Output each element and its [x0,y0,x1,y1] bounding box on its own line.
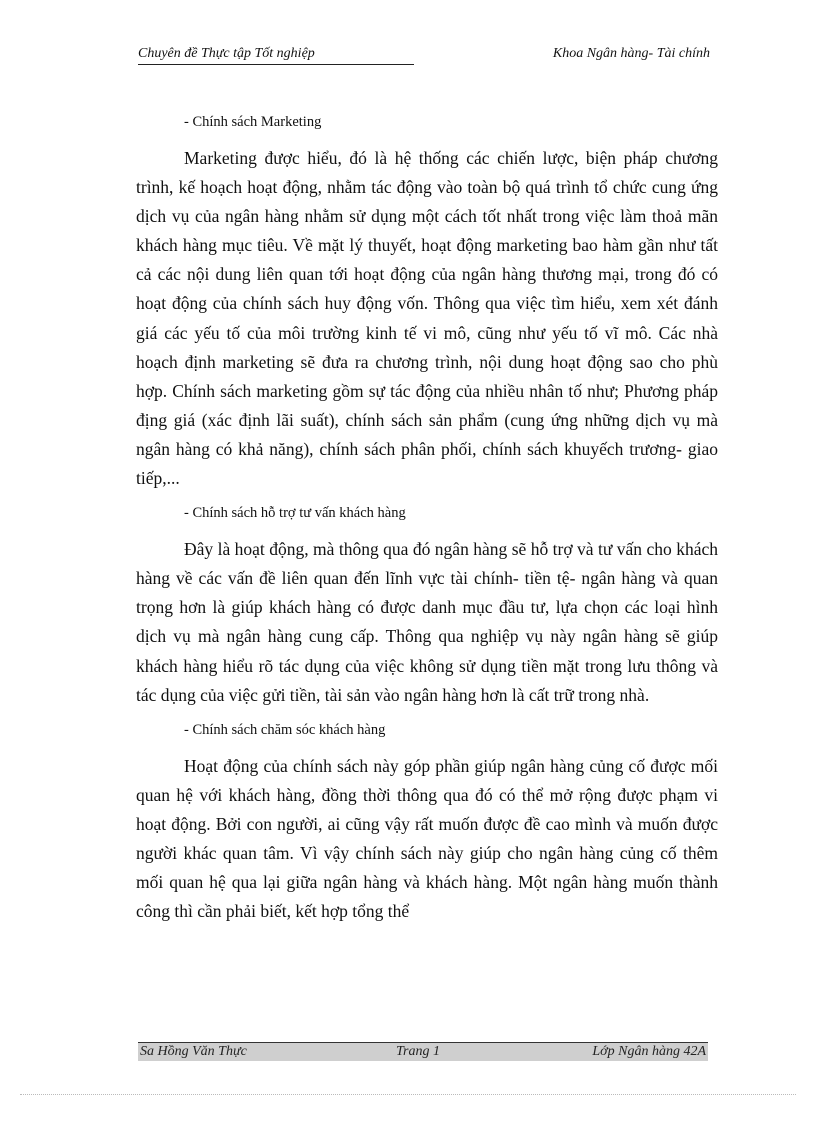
section-heading-advisory: - Chính sách hỗ trợ tư vấn khách hàng [184,505,406,522]
paragraph-customer-care: Hoạt động của chính sách này góp phần giúp ngân hàng củng cố được mối quan hệ với khách hàng, đồng thời thông qua đó có thể mở rộng được phạm vi hoạt động. Bởi con người, ai cũng vậy rất muốn được đề cao mình và muốn được người khác quan tâm. Vì vậy chính sách này giúp cho ngân hàng củng cố thêm mối quan hệ qua lại giữa ngân hàng và khách hàng. Một ngân hàng muốn thành công thì cần phải biết, kết hợp tổng thể [136,755,718,922]
section-heading-customer-care: - Chính sách chăm sóc khách hàng [184,721,386,738]
section-heading-marketing: - Chính sách Marketing [184,114,322,130]
header-faculty: Khoa Ngân hàng- Tài chính [552,46,710,61]
document-body [136,112,718,936]
header-document-title: Chuyên đề Thực tập Tốt nghiệp [138,46,414,65]
page-bottom-divider [20,1094,796,1095]
page-footer [138,1042,708,1061]
footer-author: Sa Hồng Văn Thực [140,1044,247,1059]
page-header [138,46,710,68]
paragraph-advisory: Đây là hoạt động, mà thông qua đó ngân hàng sẽ hỗ trợ và tư vấn cho khách hàng về các vấn đề liên quan đến lĩnh vực tài chính- tiền tệ- ngân hàng và quan trọng hơn là giúp khách hàng có được danh mục đầu tư, lựa chọn các loại hình dịch vụ mà ngân hàng cung cấp. Thông qua nghiệp vụ này ngân hàng sẽ giúp khách hàng hiểu rõ tác dụng của việc không sử dụng tiền mặt trong lưu thông và tác dụng của việc gửi tiền, tài sản vào ngân hàng hơn là cất trữ trong nhà. [136,539,718,705]
paragraph-marketing: Marketing được hiểu, đó là hệ thống các chiến lược, biện pháp chương trình, kế hoạch hoạt động, nhằm tác động vào toàn bộ quá trình tổ chức cung ứng dịch vụ của ngân hàng nhằm sử dụng một cách tốt nhất trong việc làm thoả mãn khách hàng mục tiêu. Về mặt lý thuyết, hoạt động marketing bao hàm gần như tất cả các nội dung liên quan tới hoạt động của ngân hàng thương mại, trong đó có hoạt động của chính sách huy động vốn. Thông qua việc tìm hiểu, xem xét đánh giá các yếu tố của môi trường kinh tế vi mô, cũng như yếu tố vĩ mô. Các nhà hoạch định marketing sẽ đưa ra chương trình, nội dung hoạt động sao cho phù hợp. Chính sách marketing gồm sự tác động của nhiều nhân tố như; Phương pháp địng giá (xác định lãi suất), chính sách sản phẩm (cung ứng những dịch vụ mà ngân hàng có khả năng), chính sách phân phối, chính sách khuyếch trương- giao tiếp,... [136,148,718,489]
footer-page-number: Trang 1 [396,1044,440,1059]
footer-class: Lớp Ngân hàng 42A [592,1044,706,1059]
